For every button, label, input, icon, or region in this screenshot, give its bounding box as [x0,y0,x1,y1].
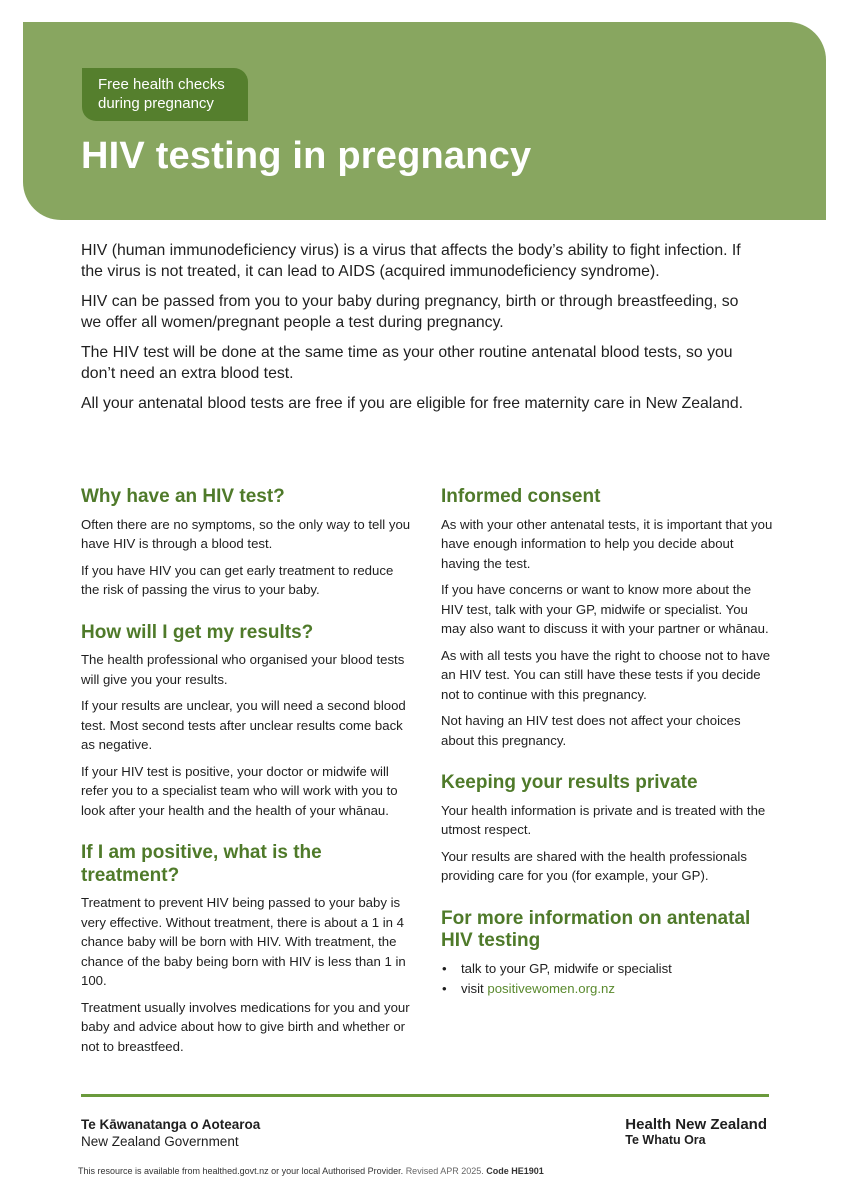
section-paragraph: As with all tests you have the right to choose not to have an HIV test. You can still have these tests if you decide not to continue with this pregnancy. [441,647,771,702]
section-paragraph: If your results are unclear, you will need a second blood test. Most second tests after unclear results come back as negative. [81,698,406,752]
section-heading: Informed consent [441,486,601,507]
section-paragraph: As with your other antenatal tests, it is important that you have enough information to help you decide about having the test. [441,516,773,571]
section-paragraph: If your HIV test is positive, your doctor or midwife will refer you to a specialist team who will work with you to look after your health and the health of your whānau. [81,763,398,818]
why-test-section [81,486,411,600]
page-title: HIV testing in pregnancy [81,135,532,177]
footer-note [78,1166,544,1176]
category-tag-line1: Free health checks [98,76,225,93]
list-item [441,959,776,979]
list-item-text: talk to your GP, midwife or specialist [461,960,672,976]
bullet-icon: • [442,980,447,996]
section-paragraph: Treatment usually involves medications for you and your baby and advice about how to give birth and whether or not to breastfeed. [81,999,410,1054]
consent-section [441,486,776,750]
section-heading: If I am positive, what is the treatment? [81,842,322,886]
results-section [81,622,411,821]
section-paragraph: If you have concerns or want to know more about the HIV test, talk with your GP, midwife or specialist. You may also want to discuss it with your partner or whānau. [441,582,769,636]
section-paragraph: Your health information is private and is treated with the utmost respect. [441,802,766,837]
section-heading: How will I get my results? [81,621,314,643]
section-heading: Why have an HIV test? [81,486,285,507]
privacy-section [441,772,776,886]
health-nz-name: Health New Zealand [625,1116,767,1133]
section-paragraph: Treatment to prevent HIV being passed to your baby is very effective. Without treatment, there is about a 1 in 4 chance baby will be born with HIV. With treatment, the chance of the baby being born with HIV is less than 1 in 100. [81,895,406,988]
intro-paragraph: HIV can be passed from you to your baby during pregnancy, birth or through breastfeeding, so we offer all women/pregnant people a test during pregnancy. [81,293,739,331]
category-tag-line2: during pregnancy [98,95,214,112]
intro-paragraph: HIV (human immunodeficiency virus) is a virus that affects the body’s ability to fight infection. If the virus is not treated, it can lead to AIDS (acquired immunodeficiency syndrome). [81,242,741,280]
section-paragraph: If you have HIV you can get early treatment to reduce the risk of passing the virus to your baby. [81,562,394,597]
section-heading: Keeping your results private [441,772,698,793]
section-paragraph: Not having an HIV test does not affect your choices about this pregnancy. [441,713,741,748]
positivewomen-link[interactable]: positivewomen.org.nz [487,980,615,996]
bullet-icon: • [442,960,447,976]
right-column [441,486,776,1021]
gov-name-maori: Te Kāwanatanga o Aotearoa [81,1117,261,1132]
section-heading: For more information on antenatal HIV testing [441,907,751,951]
list-item-text: visit [461,980,488,996]
category-tag [82,68,248,121]
intro-paragraph: All your antenatal blood tests are free if you are eligible for free maternity care in New Zealand. [81,395,744,412]
gov-name-english: New Zealand Government [81,1134,239,1149]
intro-paragraph: The HIV test will be done at the same time as your other routine antenatal blood tests, so you don’t need an extra blood test. [81,344,733,382]
nz-government-logo [81,1116,260,1151]
resource-code: Code HE1901 [486,1166,544,1176]
list-item [441,979,776,999]
availability-text: This resource is available from healthed.govt.nz or your local Authorised Provider. [78,1166,404,1176]
treatment-section [81,842,411,1056]
more-info-section [441,908,776,999]
revision-date: Revised APR 2025. [405,1166,484,1176]
section-paragraph: The health professional who organised your blood tests will give you your results. [81,652,405,687]
footer-divider [81,1094,769,1097]
intro-section [81,241,751,425]
more-info-list [441,959,776,999]
section-paragraph: Often there are no symptoms, so the only way to tell you have HIV is through a blood test. [81,516,411,551]
header-banner [23,22,826,220]
health-nz-subname: Te Whatu Ora [625,1133,706,1147]
health-nz-logo [625,1116,767,1147]
left-column [81,486,411,1078]
section-paragraph: Your results are shared with the health professionals providing care for you (for example, your GP). [441,848,747,883]
